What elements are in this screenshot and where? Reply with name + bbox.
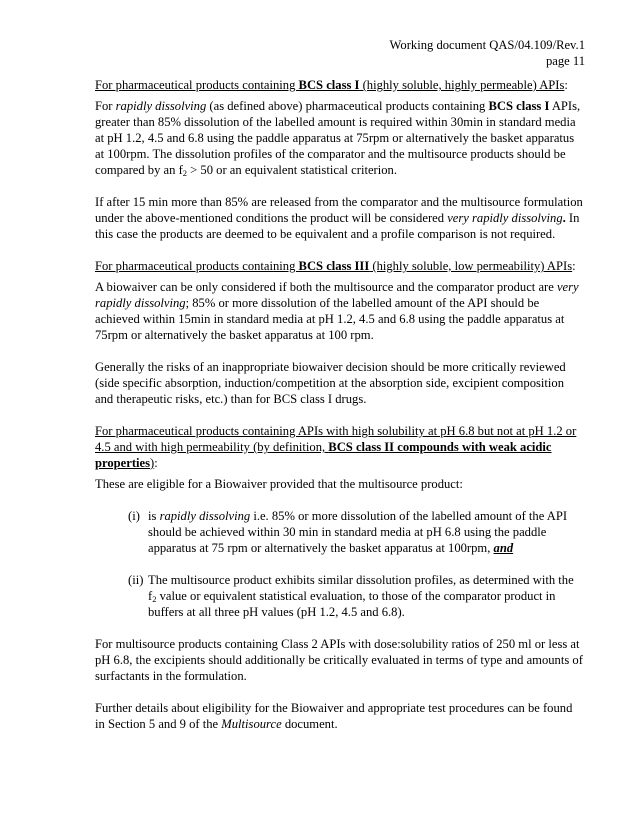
section-heading-bcs-class-3: For pharmaceutical products containing BCS class III (highly soluble, low permeability) APIs: [95,259,576,273]
paragraph-very-rapidly-dissolving: If after 15 min more than 85% are released from the comparator and the multisource formulation under the above-mentioned conditions the product will be considered very rapidly dissolving. In this case the products are deemed to be equivalent and a profile comparison is not required. [95,195,583,241]
paragraph-further-details: Further details about eligibility for the Biowaiver and appropriate test procedures can be found in Section 5 and 9 of the Multisource document. [95,701,573,731]
section-heading-bcs-class-1: For pharmaceutical products containing BCS class I (highly soluble, highly permeable) APIs: [95,78,568,92]
list-item-rapidly-dissolving: (i) is rapidly dissolving i.e. 85% or more dissolution of the labelled amount of the API should be achieved within 30 min in standard media at pH 6.8 using the paddle apparatus at 75 rpm or alternatively the basket apparatus at 100rpm, and [128,509,568,555]
section-heading-bcs-class-2-weak-acid: For pharmaceutical products containing APIs with high solubility at pH 6.8 but not at pH 1.2 or 4.5 and with high permeability (by definition, BCS class II compounds with weak acidic properties): [95,424,577,470]
paragraph-class3-biowaiver: A biowaiver can be only considered if both the multisource and the comparator product are very rapidly dissolving; 85% or more dissolution of the labelled amount of the API should be achieved within 15min in standard media at pH 1.2, 4.5 and 6.8 using the paddle apparatus at 75rpm or alternatively the basket apparatus at 100 rpm. [95,280,579,342]
page-number: page 11 [545,53,585,68]
document-reference: Working document QAS/04.109/Rev.1 [389,38,585,52]
paragraph-eligibility-intro: These are eligible for a Biowaiver provided that the multisource product: [95,477,463,491]
list-item-number: (i) [128,509,140,523]
paragraph-class1-dissolution: For rapidly dissolving (as defined above) pharmaceutical products containing BCS class I APIs, greater than 85% dissolution of the labelled amount is required within 30min in standard media at pH 1.2, 4.5 and 6.8 using the paddle apparatus at 75rpm or alternatively the basket apparatus at 100rpm. The dissolution profiles of the comparator and the multisource products should be compared by an $f_2 > 50$ or an equivalent statistical criterion. [95,99,581,178]
paragraph-class2-excipients: For multisource products containing Class 2 APIs with dose:solubility ratios of 250 ml or less at pH 6.8, the excipients should additionally be critically evaluated in terms of type and amounts of surfactants in the formulation. [95,637,583,683]
paragraph-class3-risks: Generally the risks of an inappropriate biowaiver decision should be more critically reviewed (side specific absorption, induction/competition at the absorption side, excipient composition and therapeutic risks, etc.) than for BCS class I drugs. [95,360,566,406]
bcs-class-3-term: BCS class III [298,259,370,273]
bcs-class-2-term: BCS class II compounds with weak acidic properties [95,440,552,470]
bcs-class-1-term: BCS class I [298,78,360,92]
page-header [390,38,585,69]
document-body [95,77,585,748]
multisource-document-reference: Multisource [221,717,282,731]
list-item-similar-profiles: (ii) The multisource product exhibits similar dissolution profiles, as determined with the $f_2$ value or equivalent statistical evaluation, to those of the comparator product in buffers at all three pH values (pH 1.2, 4.5 and 6.8). [128,573,574,619]
list-item-number: (ii) [128,573,144,587]
